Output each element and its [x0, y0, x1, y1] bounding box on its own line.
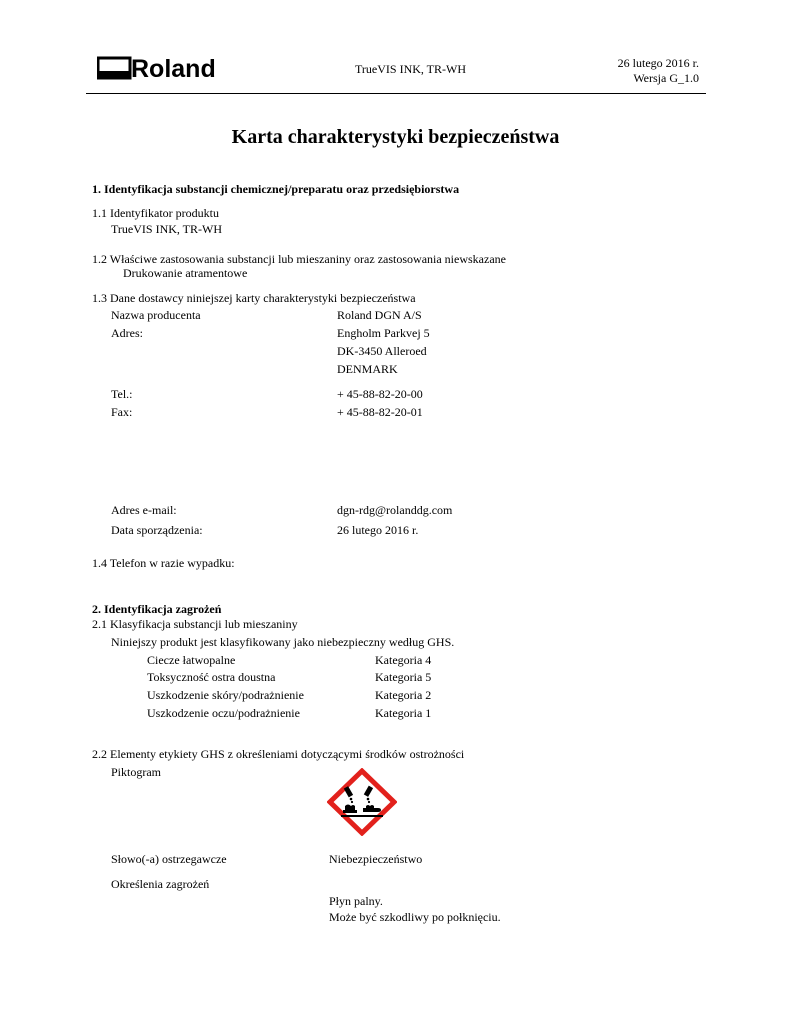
- fax-label: Fax:: [111, 405, 133, 419]
- ghs-corrosion-icon: [327, 768, 397, 836]
- producer-label: Nazwa producenta: [111, 308, 201, 322]
- hazard-statements-label: Określenia zagrożeń: [111, 877, 210, 891]
- class-category-3: Kategoria 2: [375, 688, 432, 702]
- class-name-1: Ciecze łatwopalne: [147, 653, 236, 667]
- s11-label: 1.1 Identyfikator produktu: [92, 206, 219, 220]
- signal-word-value: Niebezpieczeństwo: [329, 852, 423, 866]
- header-divider: [86, 93, 706, 94]
- s21-text: Niniejszy produkt jest klasyfikowany jako niebezpieczny według GHS.: [111, 635, 455, 649]
- header-product: TrueVIS INK, TR-WH: [355, 62, 466, 76]
- tel-label: Tel.:: [111, 387, 133, 401]
- header-date: 26 lutego 2016 r.: [617, 56, 699, 70]
- address-line-1: Engholm Parkvej 5: [337, 326, 430, 340]
- roland-logo: [97, 56, 229, 80]
- page-title: Karta charakterystyki bezpieczeństwa: [231, 126, 560, 148]
- email-value: dgn-rdg@rolanddg.com: [337, 503, 453, 517]
- class-name-4: Uszkodzenie oczu/podrażnienie: [147, 706, 300, 720]
- s12-value: Drukowanie atramentowe: [123, 266, 248, 280]
- date-value: 26 lutego 2016 r.: [337, 523, 419, 537]
- address-line-2: DK-3450 Alleroed: [337, 344, 427, 358]
- class-category-4: Kategoria 1: [375, 706, 432, 720]
- s14-label: 1.4 Telefon w razie wypadku:: [92, 556, 235, 570]
- class-name-3: Uszkodzenie skóry/podrażnienie: [147, 688, 304, 702]
- tel-value: + 45-88-82-20-00: [337, 387, 423, 401]
- header-version: Wersja G_1.0: [633, 71, 699, 85]
- signal-word-label: Słowo(-a) ostrzegawcze: [111, 852, 227, 866]
- address-line-3: DENMARK: [337, 362, 398, 376]
- class-name-2: Toksyczność ostra doustna: [147, 670, 276, 684]
- s12-label: 1.2 Właściwe zastosowania substancji lub mieszaniny oraz zastosowania niewskazane: [92, 252, 506, 266]
- s21-label: 2.1 Klasyfikacja substancji lub mieszaniny: [92, 617, 298, 631]
- address-label: Adres:: [111, 326, 143, 340]
- producer-value: Roland DGN A/S: [337, 308, 422, 322]
- svg-text:Roland: Roland: [131, 56, 216, 80]
- section-1-heading: 1. Identyfikacja substancji chemicznej/preparatu oraz przedsiębiorstwa: [92, 182, 460, 196]
- s13-label: 1.3 Dane dostawcy niniejszej karty charakterystyki bezpieczeństwa: [92, 291, 416, 305]
- s11-value: TrueVIS INK, TR-WH: [111, 222, 222, 236]
- section-2-heading: 2. Identyfikacja zagrożeń: [92, 602, 222, 616]
- class-category-1: Kategoria 4: [375, 653, 432, 667]
- fax-value: + 45-88-82-20-01: [337, 405, 423, 419]
- class-category-2: Kategoria 5: [375, 670, 432, 684]
- email-label: Adres e-mail:: [111, 503, 177, 517]
- hazard-statement-1: Płyn palny.: [329, 894, 383, 908]
- hazard-statement-2: Może być szkodliwy po połknięciu.: [329, 910, 501, 924]
- date-label: Data sporządzenia:: [111, 523, 203, 537]
- pictogram-label: Piktogram: [111, 765, 161, 779]
- s22-label: 2.2 Elementy etykiety GHS z określeniami dotyczącymi środków ostrożności: [92, 747, 465, 761]
